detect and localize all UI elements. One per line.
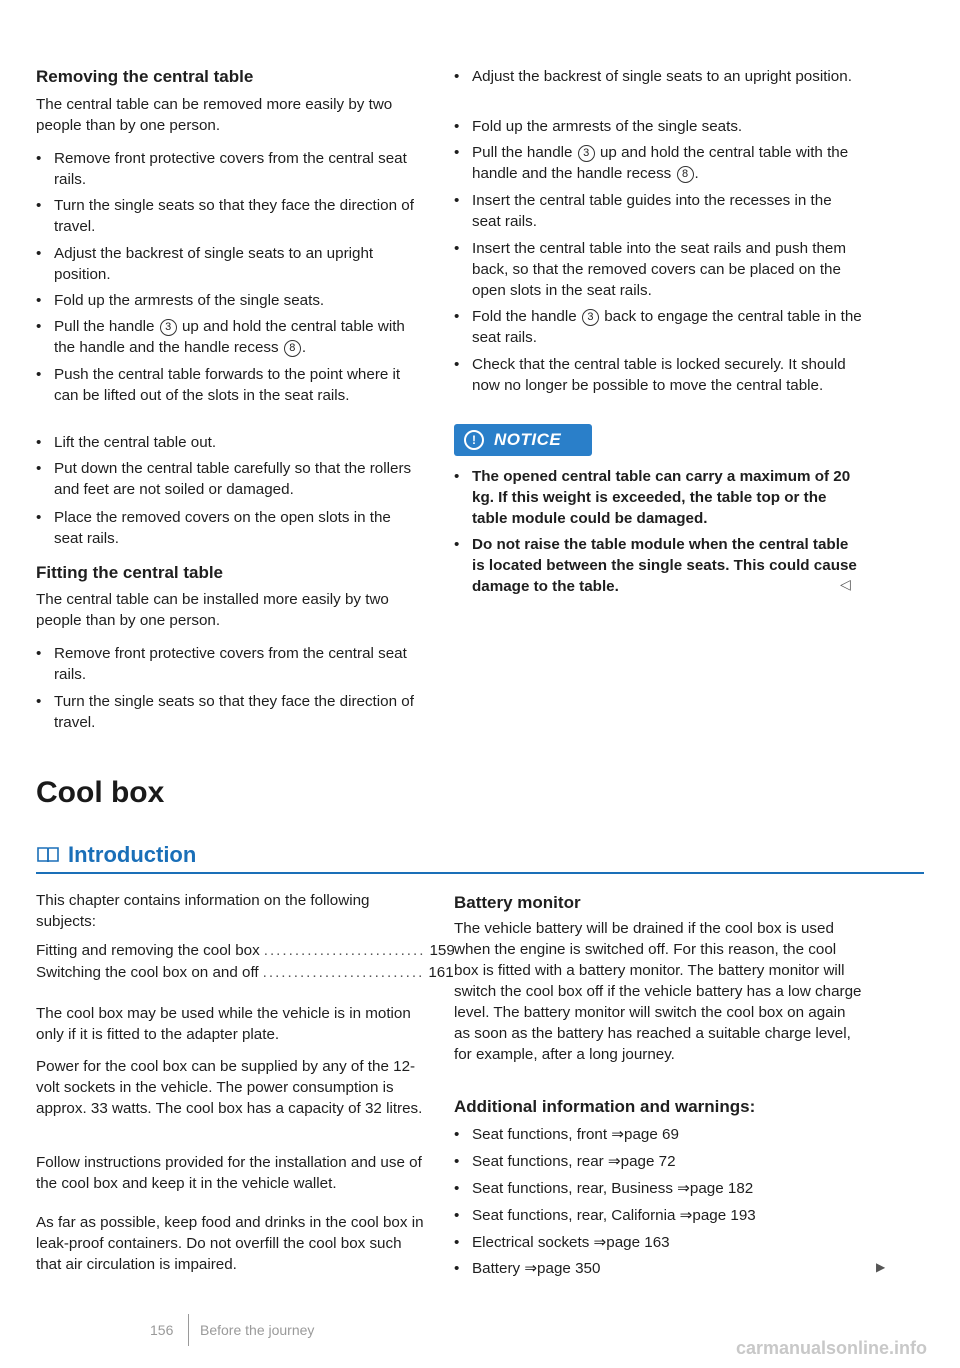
topic-page: 159 xyxy=(429,942,455,959)
callout-8: 8 xyxy=(677,166,694,183)
footer-divider xyxy=(188,1314,189,1346)
removing-step-8: • Place the removed covers on the open slots in the seat rails. xyxy=(36,507,416,549)
callout-3: 3 xyxy=(582,309,599,326)
intro-para-2: Power for the cool box can be supplied by any of the 12-volt sockets in the vehicle. The power consumption is approx. 33 watts. The cool box has a capacity of 32 litres. xyxy=(36,1058,423,1117)
removing-step-pull-handle: • Pull the handle 3 up and hold the central table with the handle and the handle recess 8 . xyxy=(36,316,416,358)
intro-para-4: As far as possible, keep food and drinks in the cool box in leak-proof containers. Do not overfill the cool box such that air circulation is impaired. xyxy=(36,1214,424,1273)
removing-intro: The central table can be removed more easily by two people than by one person. xyxy=(36,96,393,134)
intro-heading xyxy=(36,842,196,868)
additional-info-heading: Additional information and warnings: xyxy=(454,1097,756,1116)
continue-arrow-icon: ▶ xyxy=(876,1260,886,1274)
page-number: 156 xyxy=(150,1322,174,1338)
battery-heading: Battery monitor xyxy=(454,893,581,912)
ref-link[interactable]: • Battery ⇒page 350 xyxy=(454,1258,864,1279)
callout-8: 8 xyxy=(284,340,301,357)
intro-lead: This chapter contains information on the following subjects: xyxy=(36,892,370,930)
intro-para-1: The cool box may be used while the vehicle is in motion only if it is fitted to the adapter plate. xyxy=(36,1005,411,1043)
topic-row xyxy=(36,940,455,962)
callout-3: 3 xyxy=(578,145,595,162)
battery-text: The vehicle battery will be drained if the cool box is used when the engine is switched off. For this reason, the cool box is fitted with a battery monitor. The battery monitor will switch the cool box off if the vehicle battery has a low charge level. The battery monitor will switch the cool box on again as soon as the battery has reached a suitable charge level, for example, after a long journey. xyxy=(454,920,862,1063)
ref-link[interactable]: • Seat functions, rear ⇒page 72 xyxy=(454,1151,864,1172)
fitting-step-1: • Remove front protective covers from the central seat rails. xyxy=(36,643,416,685)
topic-list xyxy=(36,940,455,984)
notice-item-1: • The opened central table can carry a maximum of 20 kg. If this weight is exceeded, the table top or the table module could be damaged. xyxy=(454,466,864,529)
topic-row xyxy=(36,962,454,984)
topic-link[interactable]: Switching the cool box on and off xyxy=(36,964,259,981)
removing-step-5: • Push the central table forwards to the point where it can be lifted out of the slots in the seat rails. xyxy=(36,364,416,406)
intro-title: Introduction xyxy=(68,842,197,867)
fitting-step-pull-handle: • Pull the handle 3 up and hold the central table with the handle and the handle recess 8 . xyxy=(454,142,864,184)
fitting-step-6: • Insert the central table into the seat rails and push them back, so that the removed covers can be placed on the open slots in the seat rails. xyxy=(454,238,864,301)
ref-link[interactable]: • Seat functions, rear, Business ⇒page 182 xyxy=(454,1178,864,1199)
fitting-step-5: • Insert the central table guides into the recesses in the seat rails. xyxy=(454,190,864,232)
fitting-step-2: • Turn the single seats so that they face the direction of travel. xyxy=(36,691,416,733)
fitting-step-3: • Adjust the backrest of single seats to an upright position. xyxy=(454,66,864,87)
footer-section-title: Before the journey xyxy=(200,1322,315,1338)
fitting-step-4: • Fold up the armrests of the single seats. xyxy=(454,116,864,137)
removing-step-2: • Turn the single seats so that they face the direction of travel. xyxy=(36,195,416,237)
info-icon: ! xyxy=(464,430,484,450)
ref-link[interactable]: • Electrical sockets ⇒page 163 xyxy=(454,1232,864,1253)
fitting-intro: The central table can be installed more easily by two people than by one person. xyxy=(36,591,389,629)
removing-step-1: • Remove front protective covers from the central seat rails. xyxy=(36,148,416,190)
notice-banner xyxy=(454,424,592,456)
book-icon xyxy=(36,845,60,865)
watermark: carmanualsonline.info xyxy=(736,1338,928,1358)
removing-step-4: • Fold up the armrests of the single seats. xyxy=(36,290,416,311)
notice-label: NOTICE xyxy=(494,430,562,449)
fitting-step-check: • Check that the central table is locked securely. It should now no longer be possible to move the central table. xyxy=(454,354,864,396)
notice-item-2: • Do not raise the table module when the central table is located between the single seats. This could cause damage to the table. xyxy=(454,534,864,597)
leader-dots: .......................... xyxy=(263,942,426,959)
section-end-mark: ◁ xyxy=(840,576,851,592)
ref-link[interactable]: • Seat functions, rear, California ⇒page 193 xyxy=(454,1205,864,1226)
section-heading-removing: Removing the central table xyxy=(36,67,254,86)
removing-step-6: • Lift the central table out. xyxy=(36,432,416,453)
callout-3: 3 xyxy=(160,319,177,336)
topic-page: 161 xyxy=(428,964,454,981)
chapter-title: Cool box xyxy=(36,776,165,809)
section-heading-fitting: Fitting the central table xyxy=(36,563,224,582)
ref-link[interactable]: • Seat functions, front ⇒page 69 xyxy=(454,1124,864,1145)
leader-dots: .......................... xyxy=(262,964,425,981)
intro-para-3: Follow instructions provided for the installation and use of the cool box and keep it in the vehicle wallet. xyxy=(36,1154,422,1192)
fitting-step-fold-handle: • Fold the handle 3 back to engage the central table in the seat rails. xyxy=(454,306,864,348)
topic-link[interactable]: Fitting and removing the cool box xyxy=(36,942,260,959)
section-divider xyxy=(36,872,924,874)
removing-step-3: • Adjust the backrest of single seats to an upright position. xyxy=(36,243,416,285)
removing-step-7: • Put down the central table carefully so that the rollers and feet are not soiled or damaged. xyxy=(36,458,416,500)
